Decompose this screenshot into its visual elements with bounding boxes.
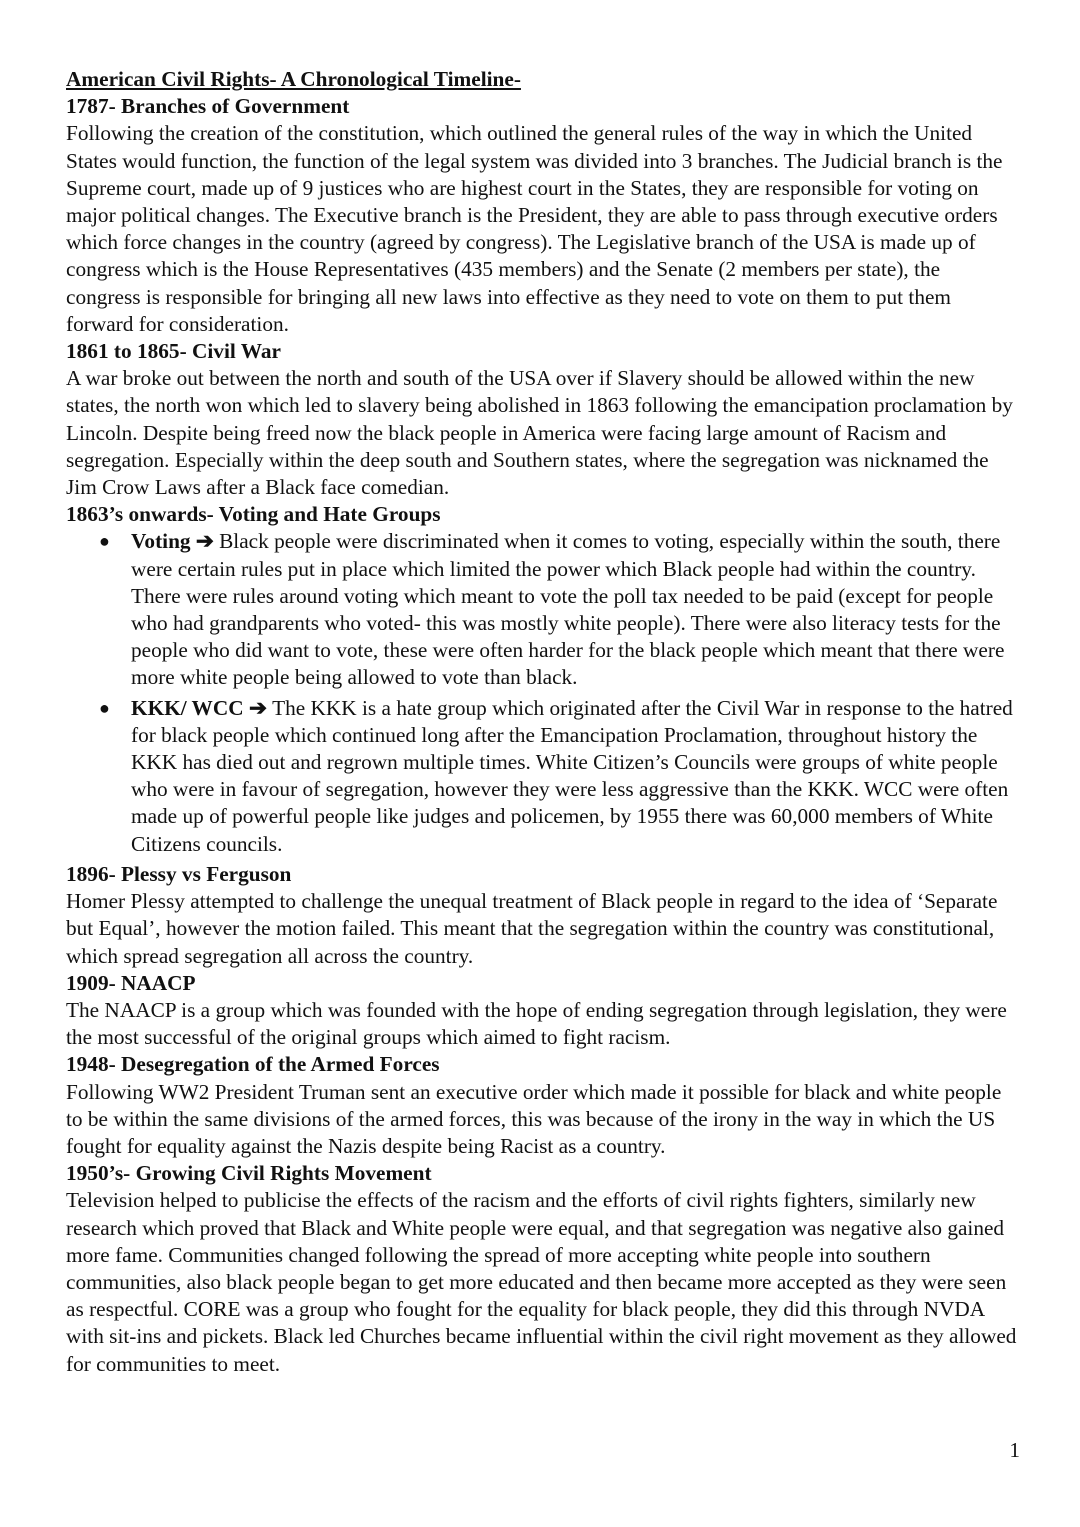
section-heading: 1861 to 1865- Civil War xyxy=(66,339,281,364)
bullet-item-voting xyxy=(66,528,1018,691)
section-paragraph: A war broke out between the north and south of the USA over if Slavery should be allowed within the new states, the north won which led to slavery being abolished in 1863 following the emancipation proclamation by Lincoln. Despite being freed now the black people in America were facing large amount of Racism and segregation. Especially within the deep south and Southern states, where the segregation was nicknamed the Jim Crow Laws after a Black face comedian. xyxy=(66,366,1013,500)
document-page xyxy=(66,66,1018,1378)
right-arrow-icon: ➔ xyxy=(195,529,220,554)
section-plessy-vs-ferguson xyxy=(66,861,1018,970)
section-heading: 1896- Plessy vs Ferguson xyxy=(66,861,292,886)
section-paragraph: Following WW2 President Truman sent an executive order which made it possible for black and white people to be within the same divisions of the armed forces, this was because of the irony in the way in which the US fought for equality against the Nazis despite being Racist as a country. xyxy=(66,1079,1002,1158)
bullet-item-kkk-wcc xyxy=(66,695,1018,858)
bullet-icon: ● xyxy=(99,531,110,552)
section-civil-war xyxy=(66,338,1018,501)
section-heading: 1950’s- Growing Civil Rights Movement xyxy=(66,1161,432,1186)
section-paragraph: The NAACP is a group which was founded with the hope of ending segregation through legislation, they were the most successful of the original groups which aimed to fight racism. xyxy=(66,997,1007,1050)
section-branches-of-government xyxy=(66,93,1018,338)
section-paragraph: Homer Plessy attempted to challenge the unequal treatment of Black people in regard to the idea of ‘Separate but Equal’, however the motion failed. This meant that the segregation within the country was constitutional, which spread segregation all across the country. xyxy=(66,889,998,968)
section-growing-civil-rights xyxy=(66,1160,1018,1378)
section-armed-forces xyxy=(66,1051,1018,1160)
section-heading: 1787- Branches of Government xyxy=(66,94,350,119)
section-heading: 1863’s onwards- Voting and Hate Groups xyxy=(66,502,441,527)
section-voting-and-hate-groups xyxy=(66,501,1018,858)
bullet-text: Black people were discriminated when it comes to voting, especially within the south, there were certain rules put in place which limited the power which Black people had within the country. There were rules around voting which meant to vote the poll tax needed to be paid (except for people who had grandparents who voted- this was mostly white people). There were also literacy tests for the people who did want to vote, these were often harder for the black people which meant that there were more white people being allowed to vote than black. xyxy=(131,529,1005,690)
bullet-lead: Voting xyxy=(131,529,191,554)
document-title: American Civil Rights- A Chronological Timeline- xyxy=(66,67,521,91)
section-paragraph: Television helped to publicise the effects of the racism and the efforts of civil rights fighters, similarly new research which proved that Black and White people were equal, and that segregation was negative also gained more fame. Communities changed following the spread of more accepting white people into southern communities, also black people began to get more educated and then became more accepted as they were seen as respectful. CORE was a group who fought for the equality for black people, they did this through NVDA with sit-ins and pickets. Black led Churches became influential within the civil right movement as they allowed for communities to meet. xyxy=(66,1188,1017,1376)
bullet-text: The KKK is a hate group which originated after the Civil War in response to the hatred for black people which continued long after the Emancipation Proclamation, throughout history the KKK has died out and regrown multiple times. White Citizen’s Councils were groups of white people who were in favour of segregation, however they were less aggressive than the KKK. WCC were often made up of powerful people like judges and policemen, by 1955 there was 60,000 members of White Citizens councils. xyxy=(131,695,1013,856)
right-arrow-icon: ➔ xyxy=(248,695,273,720)
bullet-icon: ● xyxy=(99,697,110,718)
section-heading: 1909- NAACP xyxy=(66,970,196,995)
section-paragraph: Following the creation of the constitution, which outlined the general rules of the way in which the United States would function, the function of the legal system was divided into 3 branches. The Judicial branch is the Supreme court, made up of 9 justices who are highest court in the States, they are responsible for voting on major political changes. The Executive branch is the President, they are able to pass through executive orders which force changes in the country (agreed by congress). The Legislative branch of the USA is made up of congress which is the House Representatives (435 members) and the Senate (2 members per state), the congress is responsible for bringing all new laws into effective as they need to vote on them to put them forward for consideration. xyxy=(66,121,1003,336)
bullet-lead: KKK/ WCC xyxy=(131,695,244,720)
bullet-list xyxy=(66,528,1018,857)
section-naacp xyxy=(66,970,1018,1052)
page-number: 1 xyxy=(1009,1438,1020,1462)
section-heading: 1948- Desegregation of the Armed Forces xyxy=(66,1052,440,1077)
